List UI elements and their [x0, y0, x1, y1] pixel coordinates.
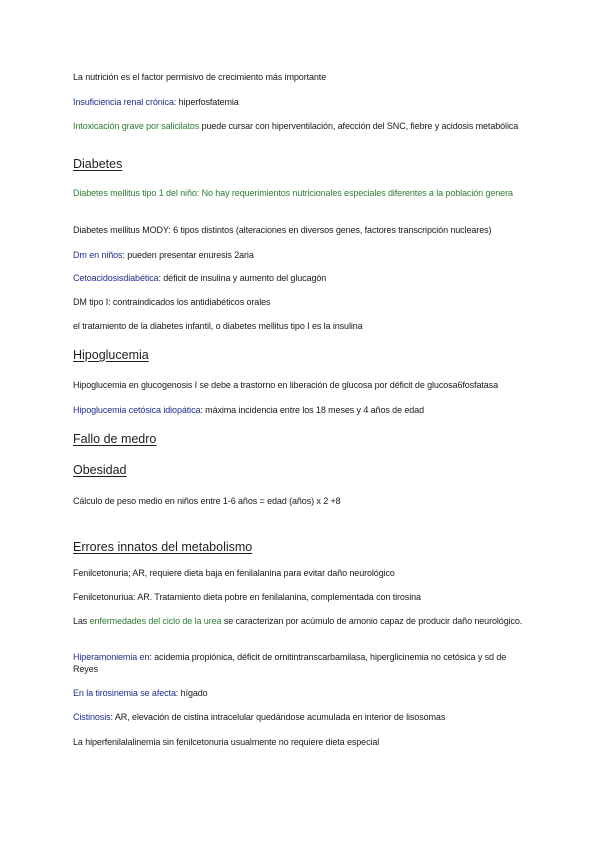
paragraph-salicilatos — [73, 120, 533, 132]
paragraph-tratamiento: el tratamiento de la diabetes infantil, o diabetes mellitus tipo I es la insulina — [73, 321, 363, 331]
paragraph-ciclo-urea — [73, 615, 533, 627]
paragraph-text: Las — [73, 616, 90, 626]
paragraph-mody: Diabetes mellitus MODY: 6 tipos distintos (alteraciones en diversos genes, factores transcripción nucleares) — [73, 225, 492, 235]
heading-hipoglucemia: Hipoglucemia — [73, 348, 149, 362]
paragraph-text: : hígado — [175, 688, 208, 698]
term-insuficiencia-renal: Insuficiencia renal crónica: — [73, 97, 177, 107]
paragraph-dm-tipo1: Diabetes mellitus tipo 1 del niño: No hay requerimientos nutricionales especiales diferentes a la población genera — [73, 188, 513, 198]
paragraph-text: : déficit de insulina y aumento del glucagón — [158, 273, 327, 283]
paragraph-text: hiperfosfatemia — [176, 97, 239, 107]
term-hiperamoniemia: Hiperamoniemia en — [73, 652, 150, 662]
heading-errores-innatos: Errores innatos del metabolismo — [73, 540, 253, 554]
heading-fallo-de-medro: Fallo de medro — [73, 432, 157, 446]
paragraph-cetoacidosis — [73, 272, 533, 284]
paragraph-cistinosis — [73, 711, 533, 723]
paragraph-glucogenosis: Hipoglucemia en glucogenosis I se debe a trastorno en liberación de glucosa por déficit de glucosa6fosfatasa — [73, 380, 498, 390]
term-hipoglucemia-cetosica: Hipoglucemia cetósica idiopática — [73, 405, 201, 415]
paragraph-fenilcetonuria: Fenilcetonuria; AR, requiere dieta baja en fenilalanina para evitar daño neurológico — [73, 568, 395, 578]
term-salicilatos: Intoxicación grave por salicilatos — [73, 121, 200, 131]
term-cistinosis: Cistinosis — [73, 712, 111, 722]
paragraph-text: se caracterizan por acúmulo de amonio capaz de producir daño neurológico. — [221, 616, 523, 626]
term-ciclo-urea: enfermedades del ciclo de la urea — [89, 616, 222, 626]
heading-diabetes: Diabetes — [73, 157, 123, 171]
heading-obesidad: Obesidad — [73, 463, 127, 477]
paragraph-dm-tipo-i: DM tipo I: contraindicados los antidiabéticos orales — [73, 297, 271, 307]
paragraph-peso-medio: Cálculo de peso medio en niños entre 1-6 años = edad (años) x 2 +8 — [73, 496, 341, 506]
paragraph-text: : pueden presentar enuresis 2aria — [122, 250, 254, 260]
paragraph-insuficiencia-renal — [73, 96, 533, 108]
term-dm-ninos: Dm en niños — [73, 250, 123, 260]
paragraph-tirosinemia — [73, 687, 533, 699]
paragraph-dm-ninos — [73, 249, 533, 261]
paragraph-text: puede cursar con hiperventilación, afección del SNC, fiebre y acidosis metabólica — [199, 121, 519, 131]
term-cetoacidosis: Cetoacidosisdiabética — [73, 273, 159, 283]
paragraph-fenilcetonuriua: Fenilcetonuriua: AR. Tratamiento dieta pobre en fenilalanina, complementada con tirosina — [73, 592, 421, 602]
paragraph-hiperfenilalalinemia: La hiperfenilalalinemia sin fenilcetonuria usualmente no requiere dieta especial — [73, 737, 380, 747]
paragraph-text: : AR, elevación de cistina intracelular quedándose acumulada en interior de lisosomas — [110, 712, 446, 722]
term-tirosinemia: En la tirosinemia se afecta — [73, 688, 176, 698]
paragraph-text: : acidemia propiónica, déficit de ornitintranscarbamilasa, hiperglicinemia no cetósica y sd de Reyes — [73, 652, 507, 674]
paragraph-hipoglucemia-cetosica — [73, 404, 533, 416]
paragraph-nutricion: La nutrición es el factor permisivo de crecimiento más importante — [73, 72, 327, 82]
paragraph-hiperamoniemia — [73, 651, 533, 675]
paragraph-text: : máxima incidencia entre los 18 meses y 4 años de edad — [200, 405, 425, 415]
